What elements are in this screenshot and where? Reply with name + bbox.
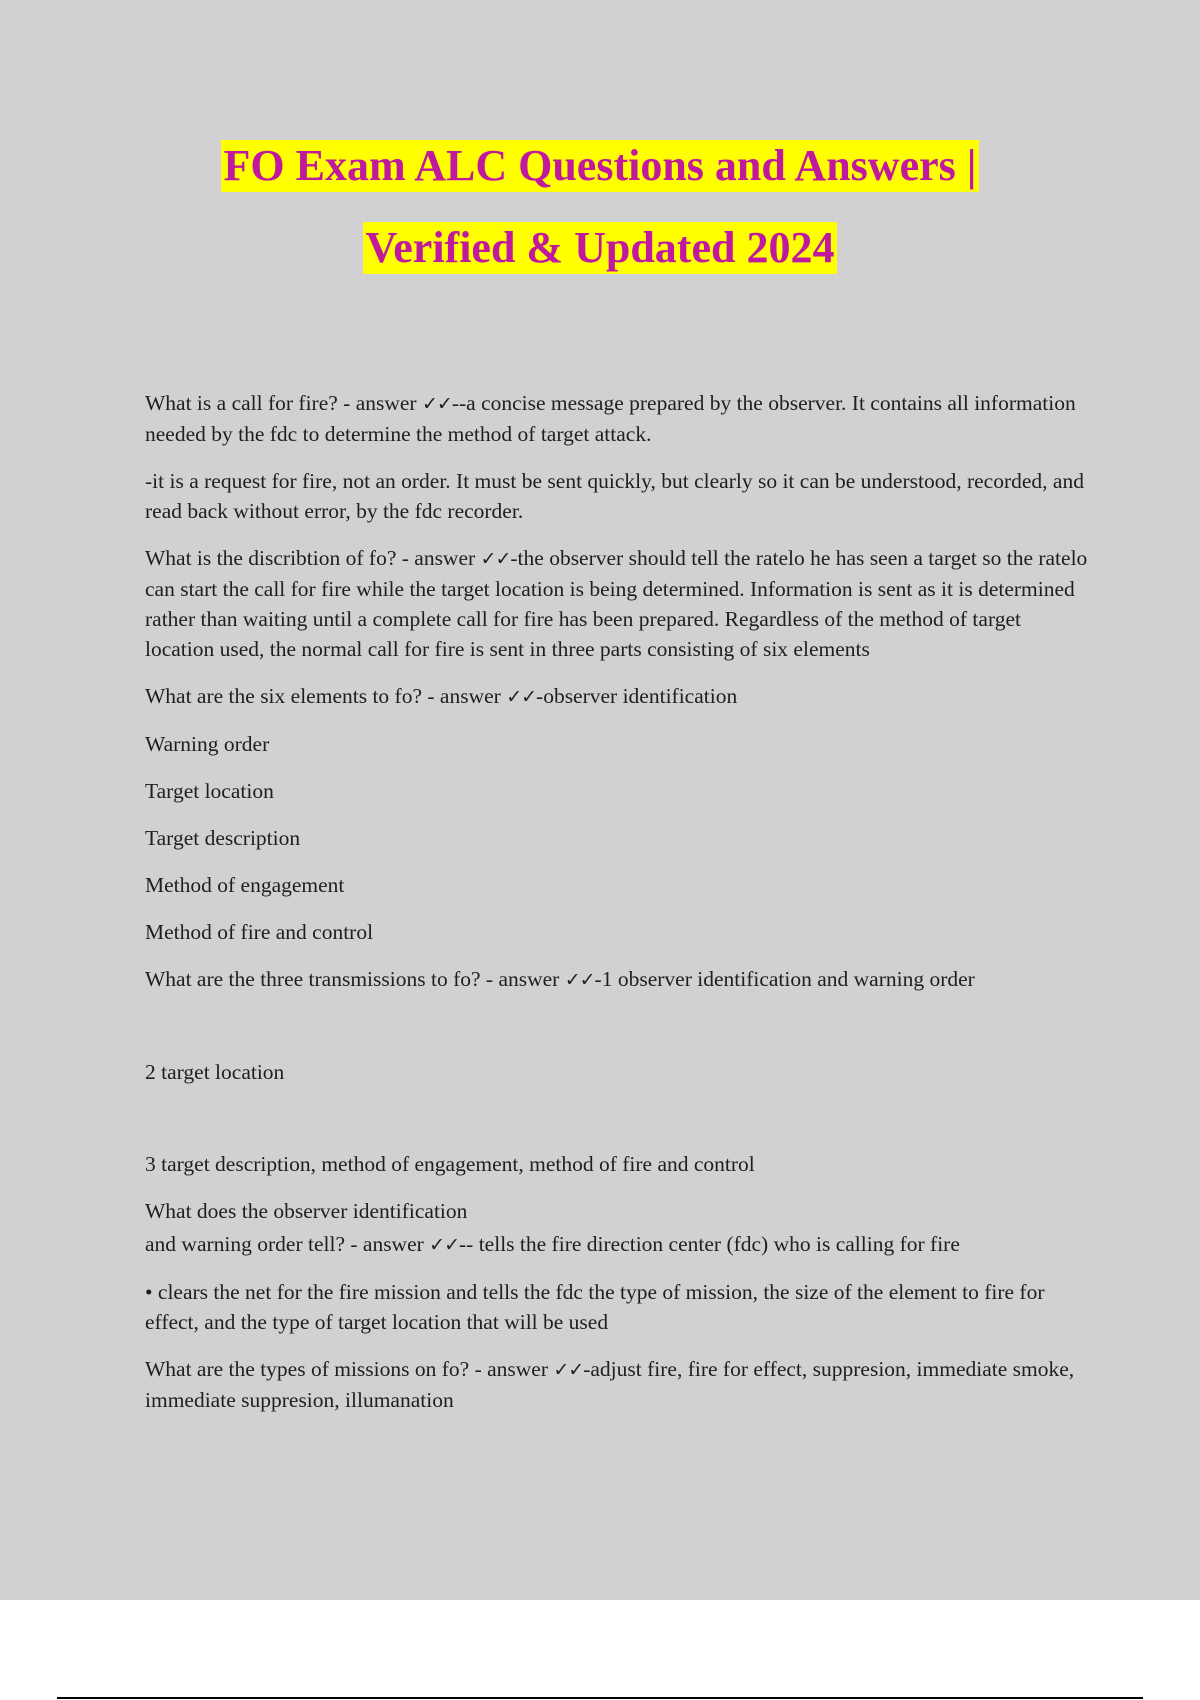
list-item: Target location bbox=[145, 779, 274, 803]
check-icon: ✓✓ bbox=[564, 969, 595, 991]
check-icon: ✓✓ bbox=[553, 1359, 584, 1381]
question-text: What are the six elements to fo? - answer bbox=[145, 684, 507, 708]
list-item: 2 target location bbox=[145, 1060, 285, 1084]
list-item: Target description bbox=[145, 826, 301, 850]
qa-item-three-transmissions bbox=[145, 964, 1095, 995]
list-item: 3 target description, method of engagement, method of fire and control bbox=[145, 1152, 755, 1176]
question-text: What is the discribtion of fo? - answer bbox=[145, 546, 481, 570]
footer-divider bbox=[57, 1697, 1143, 1699]
qa-item-types-of-missions bbox=[145, 1354, 1095, 1415]
list-item: Warning order bbox=[145, 732, 270, 756]
qa-item-description-of-fo bbox=[145, 543, 1095, 664]
list-item: Method of engagement bbox=[145, 873, 345, 897]
page-footer-area bbox=[0, 1600, 1200, 1700]
document-title bbox=[0, 140, 1200, 304]
qa-item-call-for-fire bbox=[145, 388, 1095, 449]
answer-text: -adjust fire, fire for effect, suppresion, immediate smoke, immediate suppresion, illumanation bbox=[145, 1357, 1075, 1412]
answer-text: --a concise message prepared by the observer. It contains all information needed by the fdc to determine the method of target attack. bbox=[145, 391, 1076, 446]
qa-item-six-elements bbox=[145, 681, 1095, 712]
check-icon: ✓✓ bbox=[421, 393, 452, 415]
check-icon: ✓✓ bbox=[429, 1234, 460, 1256]
qa-note-request-for-fire: -it is a request for fire, not an order. It must be sent quickly, but clearly so it can be understood, recorded, and read back without error, by the fdc recorder. bbox=[145, 469, 1084, 523]
question-text: What are the types of missions on fo? - answer bbox=[145, 1357, 554, 1381]
question-text: and warning order tell? - answer bbox=[145, 1232, 430, 1256]
qa-item-observer-identification bbox=[145, 1229, 1095, 1260]
answer-text: -observer identification bbox=[536, 684, 738, 708]
title-line-2: Verified & Updated 2024 bbox=[363, 222, 838, 274]
list-item: Method of fire and control bbox=[145, 920, 374, 944]
qa-question-observer-identification: What does the observer identification bbox=[145, 1199, 468, 1223]
check-icon: ✓✓ bbox=[480, 548, 511, 570]
answer-text: -the observer should tell the ratelo he has seen a target so the ratelo can start the call for fire while the target location is being determined. Information is sent as it is determined rather than waiting until a complete call for fire has been prepared. Regardless of the method of target location used, the normal call for fire is sent in three parts consisting of six elements bbox=[145, 546, 1088, 661]
qa-note-clears-the-net: • clears the net for the fire mission and tells the fdc the type of mission, the size of the element to fire for effect, and the type of target location that will be used bbox=[145, 1280, 1045, 1334]
check-icon: ✓✓ bbox=[506, 686, 537, 708]
question-text: What is a call for fire? - answer bbox=[145, 391, 422, 415]
question-text: What are the three transmissions to fo? - answer bbox=[145, 967, 565, 991]
answer-text: -- tells the fire direction center (fdc) who is calling for fire bbox=[459, 1232, 960, 1256]
title-line-1: FO Exam ALC Questions and Answers | bbox=[221, 140, 980, 192]
answer-text: -1 observer identification and warning order bbox=[594, 967, 975, 991]
qa-content bbox=[145, 388, 1095, 1432]
